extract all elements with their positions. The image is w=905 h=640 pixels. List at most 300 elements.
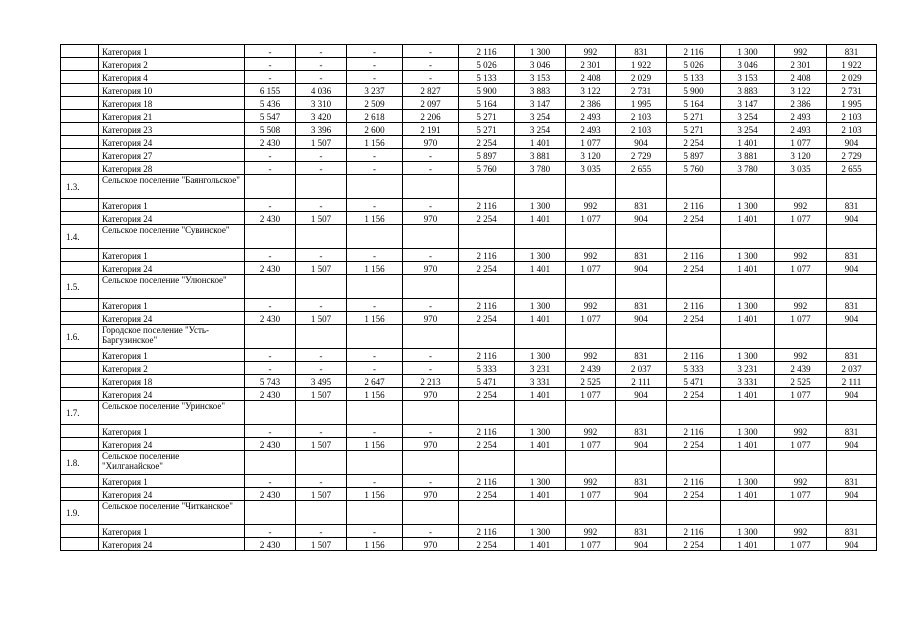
value-cell: 5 133 <box>459 71 515 84</box>
value-cell: 1 300 <box>721 525 775 538</box>
value-cell: 3 331 <box>721 375 775 388</box>
section-row <box>61 501 877 525</box>
table-row <box>61 525 877 538</box>
table-row <box>61 388 877 401</box>
empty-cell <box>827 501 877 525</box>
empty-cell <box>347 175 403 199</box>
value-cell: 3 780 <box>721 162 775 175</box>
value-cell: 1 077 <box>566 262 616 275</box>
value-cell: 2 254 <box>667 488 721 501</box>
value-cell: 1 507 <box>296 538 347 551</box>
category-label: Категория 24 <box>99 488 245 501</box>
value-cell: 1 077 <box>566 538 616 551</box>
value-cell: 2 430 <box>245 136 296 149</box>
empty-cell <box>566 325 616 349</box>
empty-cell <box>827 175 877 199</box>
empty-cell <box>347 325 403 349</box>
value-cell: 904 <box>827 136 877 149</box>
value-cell: 2 111 <box>827 375 877 388</box>
value-cell: 3 881 <box>721 149 775 162</box>
value-cell: 992 <box>566 45 616 58</box>
value-cell: 2 116 <box>459 349 515 362</box>
category-label: Категория 1 <box>99 45 245 58</box>
value-cell: 904 <box>616 212 667 225</box>
value-cell: 3 122 <box>566 84 616 97</box>
category-label: Категория 18 <box>99 97 245 110</box>
category-label: Категория 23 <box>99 123 245 136</box>
table-row <box>61 212 877 225</box>
empty-cell <box>827 325 877 349</box>
value-cell: 2 430 <box>245 438 296 451</box>
table-row <box>61 58 877 71</box>
value-cell: 2 037 <box>616 362 667 375</box>
value-cell: 1 156 <box>347 312 403 325</box>
value-cell: 1 401 <box>721 212 775 225</box>
empty-cell <box>245 451 296 475</box>
empty-cell <box>296 501 347 525</box>
value-cell: 904 <box>616 312 667 325</box>
value-cell: 2 254 <box>667 438 721 451</box>
empty-cell <box>775 501 827 525</box>
value-cell: - <box>403 425 459 438</box>
empty-cell <box>721 225 775 249</box>
table-row <box>61 123 877 136</box>
table-row <box>61 149 877 162</box>
value-cell: 1 507 <box>296 488 347 501</box>
empty-cell <box>245 325 296 349</box>
row-number-cell <box>61 149 99 162</box>
value-cell: 1 401 <box>721 488 775 501</box>
value-cell: 904 <box>616 262 667 275</box>
value-cell: 6 155 <box>245 84 296 97</box>
value-cell: - <box>347 199 403 212</box>
table-row <box>61 136 877 149</box>
category-label: Категория 1 <box>99 199 245 212</box>
value-cell: 3 331 <box>515 375 566 388</box>
value-cell: 831 <box>827 249 877 262</box>
value-cell: 1 507 <box>296 312 347 325</box>
section-number: 1.6. <box>61 325 99 349</box>
value-cell: - <box>403 199 459 212</box>
category-label: Категория 21 <box>99 110 245 123</box>
value-cell: - <box>347 349 403 362</box>
value-cell: 2 254 <box>459 136 515 149</box>
value-cell: 992 <box>775 299 827 312</box>
value-cell: - <box>245 425 296 438</box>
table-row <box>61 249 877 262</box>
empty-cell <box>721 501 775 525</box>
section-row <box>61 225 877 249</box>
value-cell: 2 116 <box>667 475 721 488</box>
value-cell: 3 231 <box>721 362 775 375</box>
value-cell: - <box>296 349 347 362</box>
value-cell: 2 509 <box>347 97 403 110</box>
value-cell: 2 430 <box>245 388 296 401</box>
value-cell: 2 254 <box>459 488 515 501</box>
value-cell: - <box>296 425 347 438</box>
empty-cell <box>616 451 667 475</box>
row-number-cell <box>61 45 99 58</box>
empty-cell <box>459 225 515 249</box>
value-cell: 2 430 <box>245 312 296 325</box>
value-cell: 4 036 <box>296 84 347 97</box>
value-cell: 970 <box>403 388 459 401</box>
value-cell: - <box>403 299 459 312</box>
value-cell: 1 156 <box>347 388 403 401</box>
empty-cell <box>775 401 827 425</box>
value-cell: 1 300 <box>515 199 566 212</box>
value-cell: 3 035 <box>775 162 827 175</box>
value-cell: 2 116 <box>459 425 515 438</box>
table-row <box>61 262 877 275</box>
value-cell: 3 153 <box>721 71 775 84</box>
value-cell: 831 <box>827 349 877 362</box>
value-cell: - <box>245 475 296 488</box>
value-cell: 1 507 <box>296 388 347 401</box>
empty-cell <box>403 175 459 199</box>
value-cell: 2 037 <box>827 362 877 375</box>
section-row <box>61 401 877 425</box>
value-cell: 2 103 <box>827 110 877 123</box>
value-cell: 970 <box>403 438 459 451</box>
table-row <box>61 97 877 110</box>
table-row <box>61 425 877 438</box>
value-cell: 5 743 <box>245 375 296 388</box>
row-number-cell <box>61 312 99 325</box>
row-number-cell <box>61 110 99 123</box>
value-cell: 5 897 <box>667 149 721 162</box>
value-cell: 2 254 <box>667 136 721 149</box>
empty-cell <box>296 175 347 199</box>
empty-cell <box>515 401 566 425</box>
value-cell: - <box>347 58 403 71</box>
value-cell: - <box>347 299 403 312</box>
empty-cell <box>667 325 721 349</box>
value-cell: 2 029 <box>616 71 667 84</box>
value-cell: 2 493 <box>775 123 827 136</box>
value-cell: 1 401 <box>515 212 566 225</box>
value-cell: 970 <box>403 262 459 275</box>
row-number-cell <box>61 538 99 551</box>
value-cell: 5 900 <box>459 84 515 97</box>
value-cell: 1 401 <box>721 538 775 551</box>
value-cell: 2 430 <box>245 212 296 225</box>
empty-cell <box>347 401 403 425</box>
empty-cell <box>515 225 566 249</box>
value-cell: 1 077 <box>566 136 616 149</box>
value-cell: 3 396 <box>296 123 347 136</box>
value-cell: 2 116 <box>459 525 515 538</box>
value-cell: 904 <box>827 212 877 225</box>
value-cell: 2 430 <box>245 538 296 551</box>
value-cell: 1 156 <box>347 538 403 551</box>
section-number: 1.3. <box>61 175 99 199</box>
value-cell: - <box>403 362 459 375</box>
value-cell: 2 254 <box>459 312 515 325</box>
empty-cell <box>459 325 515 349</box>
empty-cell <box>347 275 403 299</box>
value-cell: - <box>296 249 347 262</box>
value-cell: - <box>296 71 347 84</box>
section-number: 1.4. <box>61 225 99 249</box>
value-cell: 1 077 <box>775 212 827 225</box>
empty-cell <box>459 175 515 199</box>
value-cell: 2 301 <box>775 58 827 71</box>
value-cell: 992 <box>775 349 827 362</box>
category-label: Категория 1 <box>99 475 245 488</box>
value-cell: 1 077 <box>775 312 827 325</box>
empty-cell <box>775 325 827 349</box>
category-label: Категория 1 <box>99 349 245 362</box>
value-cell: 5 436 <box>245 97 296 110</box>
empty-cell <box>296 451 347 475</box>
value-cell: - <box>296 475 347 488</box>
value-cell: 970 <box>403 212 459 225</box>
value-cell: 2 116 <box>667 349 721 362</box>
value-cell: 992 <box>566 299 616 312</box>
value-cell: 1 077 <box>775 538 827 551</box>
empty-cell <box>566 275 616 299</box>
value-cell: 2 116 <box>667 299 721 312</box>
value-cell: 992 <box>566 475 616 488</box>
value-cell: 904 <box>827 388 877 401</box>
value-cell: 2 254 <box>667 212 721 225</box>
value-cell: 2 103 <box>616 123 667 136</box>
value-cell: - <box>403 71 459 84</box>
value-cell: 970 <box>403 488 459 501</box>
value-cell: 992 <box>775 425 827 438</box>
value-cell: 1 507 <box>296 212 347 225</box>
value-cell: 2 655 <box>616 162 667 175</box>
value-cell: 3 120 <box>775 149 827 162</box>
value-cell: 1 401 <box>721 136 775 149</box>
value-cell: 831 <box>616 525 667 538</box>
value-cell: - <box>403 349 459 362</box>
table-row <box>61 162 877 175</box>
section-number: 1.9. <box>61 501 99 525</box>
value-cell: 1 156 <box>347 262 403 275</box>
row-number-cell <box>61 71 99 84</box>
empty-cell <box>667 401 721 425</box>
value-cell: 1 922 <box>827 58 877 71</box>
value-cell: 831 <box>827 475 877 488</box>
category-label: Категория 1 <box>99 525 245 538</box>
table-body <box>61 45 877 551</box>
value-cell: 5 271 <box>667 110 721 123</box>
empty-cell <box>721 401 775 425</box>
category-label: Категория 24 <box>99 538 245 551</box>
value-cell: 1 507 <box>296 262 347 275</box>
row-number-cell <box>61 97 99 110</box>
value-cell: 5 547 <box>245 110 296 123</box>
value-cell: 2 525 <box>775 375 827 388</box>
value-cell: 2 731 <box>616 84 667 97</box>
value-cell: 2 386 <box>775 97 827 110</box>
value-cell: - <box>296 362 347 375</box>
value-cell: - <box>403 249 459 262</box>
value-cell: - <box>347 149 403 162</box>
empty-cell <box>347 451 403 475</box>
empty-cell <box>515 325 566 349</box>
section-title: Сельское поселение "Читканское" <box>99 501 245 525</box>
value-cell: 904 <box>827 438 877 451</box>
empty-cell <box>403 401 459 425</box>
empty-cell <box>245 501 296 525</box>
category-label: Категория 24 <box>99 262 245 275</box>
value-cell: 5 508 <box>245 123 296 136</box>
value-cell: 5 164 <box>667 97 721 110</box>
empty-cell <box>296 325 347 349</box>
value-cell: 1 300 <box>721 45 775 58</box>
value-cell: 1 401 <box>721 262 775 275</box>
value-cell: 1 300 <box>721 349 775 362</box>
value-cell: 2 254 <box>459 538 515 551</box>
empty-cell <box>296 225 347 249</box>
empty-cell <box>566 501 616 525</box>
empty-cell <box>775 275 827 299</box>
row-number-cell <box>61 425 99 438</box>
value-cell: 2 254 <box>459 262 515 275</box>
row-number-cell <box>61 299 99 312</box>
value-cell: - <box>347 71 403 84</box>
empty-cell <box>616 501 667 525</box>
empty-cell <box>403 325 459 349</box>
value-cell: 970 <box>403 312 459 325</box>
empty-cell <box>827 225 877 249</box>
empty-cell <box>245 175 296 199</box>
section-number: 1.8. <box>61 451 99 475</box>
value-cell: 1 401 <box>515 136 566 149</box>
value-cell: 904 <box>616 388 667 401</box>
value-cell: - <box>296 149 347 162</box>
row-number-cell <box>61 388 99 401</box>
value-cell: 2 213 <box>403 375 459 388</box>
table-row <box>61 199 877 212</box>
category-label: Категория 28 <box>99 162 245 175</box>
value-cell: - <box>296 162 347 175</box>
empty-cell <box>566 175 616 199</box>
value-cell: - <box>245 149 296 162</box>
row-number-cell <box>61 212 99 225</box>
row-number-cell <box>61 199 99 212</box>
value-cell: 3 122 <box>775 84 827 97</box>
category-label: Категория 18 <box>99 375 245 388</box>
value-cell: 904 <box>827 312 877 325</box>
value-cell: 1 922 <box>616 58 667 71</box>
value-cell: 992 <box>775 199 827 212</box>
value-cell: 1 077 <box>775 488 827 501</box>
empty-cell <box>347 225 403 249</box>
value-cell: 1 077 <box>566 388 616 401</box>
value-cell: 2 206 <box>403 110 459 123</box>
value-cell: 2 116 <box>459 45 515 58</box>
value-cell: 992 <box>566 249 616 262</box>
category-label: Категория 2 <box>99 58 245 71</box>
value-cell: 1 401 <box>515 312 566 325</box>
table-row <box>61 299 877 312</box>
table-row <box>61 110 877 123</box>
value-cell: - <box>245 199 296 212</box>
value-cell: 2 116 <box>667 425 721 438</box>
value-cell: - <box>347 162 403 175</box>
value-cell: - <box>296 299 347 312</box>
value-cell: 2 191 <box>403 123 459 136</box>
section-number: 1.7. <box>61 401 99 425</box>
value-cell: 2 439 <box>775 362 827 375</box>
empty-cell <box>347 501 403 525</box>
value-cell: - <box>245 299 296 312</box>
value-cell: 2 111 <box>616 375 667 388</box>
category-label: Категория 1 <box>99 299 245 312</box>
empty-cell <box>245 401 296 425</box>
row-number-cell <box>61 162 99 175</box>
section-row <box>61 325 877 349</box>
empty-cell <box>459 401 515 425</box>
category-label: Категория 24 <box>99 388 245 401</box>
value-cell: 904 <box>616 538 667 551</box>
value-cell: 2 254 <box>667 388 721 401</box>
table-row <box>61 45 877 58</box>
category-label: Категория 2 <box>99 362 245 375</box>
value-cell: 5 026 <box>667 58 721 71</box>
value-cell: 1 300 <box>515 349 566 362</box>
row-number-cell <box>61 58 99 71</box>
value-cell: 904 <box>616 136 667 149</box>
row-number-cell <box>61 525 99 538</box>
value-cell: 970 <box>403 136 459 149</box>
value-cell: 2 029 <box>827 71 877 84</box>
value-cell: 1 401 <box>515 262 566 275</box>
value-cell: - <box>403 525 459 538</box>
value-cell: 2 116 <box>667 45 721 58</box>
row-number-cell <box>61 438 99 451</box>
value-cell: 5 900 <box>667 84 721 97</box>
value-cell: 2 827 <box>403 84 459 97</box>
table-row <box>61 349 877 362</box>
value-cell: 1 077 <box>566 438 616 451</box>
value-cell: 2 116 <box>667 199 721 212</box>
value-cell: 1 401 <box>721 438 775 451</box>
value-cell: 831 <box>616 45 667 58</box>
value-cell: - <box>245 71 296 84</box>
row-number-cell <box>61 262 99 275</box>
value-cell: 1 077 <box>566 312 616 325</box>
value-cell: 2 116 <box>459 475 515 488</box>
section-title: Сельское поселение "Баянгольское" <box>99 175 245 199</box>
value-cell: 2 731 <box>827 84 877 97</box>
value-cell: 2 525 <box>566 375 616 388</box>
category-label: Категория 1 <box>99 249 245 262</box>
value-cell: - <box>403 162 459 175</box>
value-cell: 1 077 <box>566 212 616 225</box>
value-cell: - <box>347 475 403 488</box>
value-cell: 1 156 <box>347 212 403 225</box>
value-cell: 1 156 <box>347 438 403 451</box>
value-cell: 1 300 <box>721 475 775 488</box>
value-cell: 1 300 <box>515 425 566 438</box>
value-cell: 3 883 <box>721 84 775 97</box>
value-cell: 1 300 <box>515 45 566 58</box>
value-cell: 1 300 <box>721 299 775 312</box>
value-cell: 1 401 <box>721 388 775 401</box>
value-cell: 3 147 <box>721 97 775 110</box>
value-cell: 1 156 <box>347 136 403 149</box>
value-cell: 2 430 <box>245 488 296 501</box>
value-cell: 1 401 <box>515 438 566 451</box>
value-cell: 1 077 <box>566 488 616 501</box>
empty-cell <box>721 451 775 475</box>
value-cell: 2 729 <box>616 149 667 162</box>
